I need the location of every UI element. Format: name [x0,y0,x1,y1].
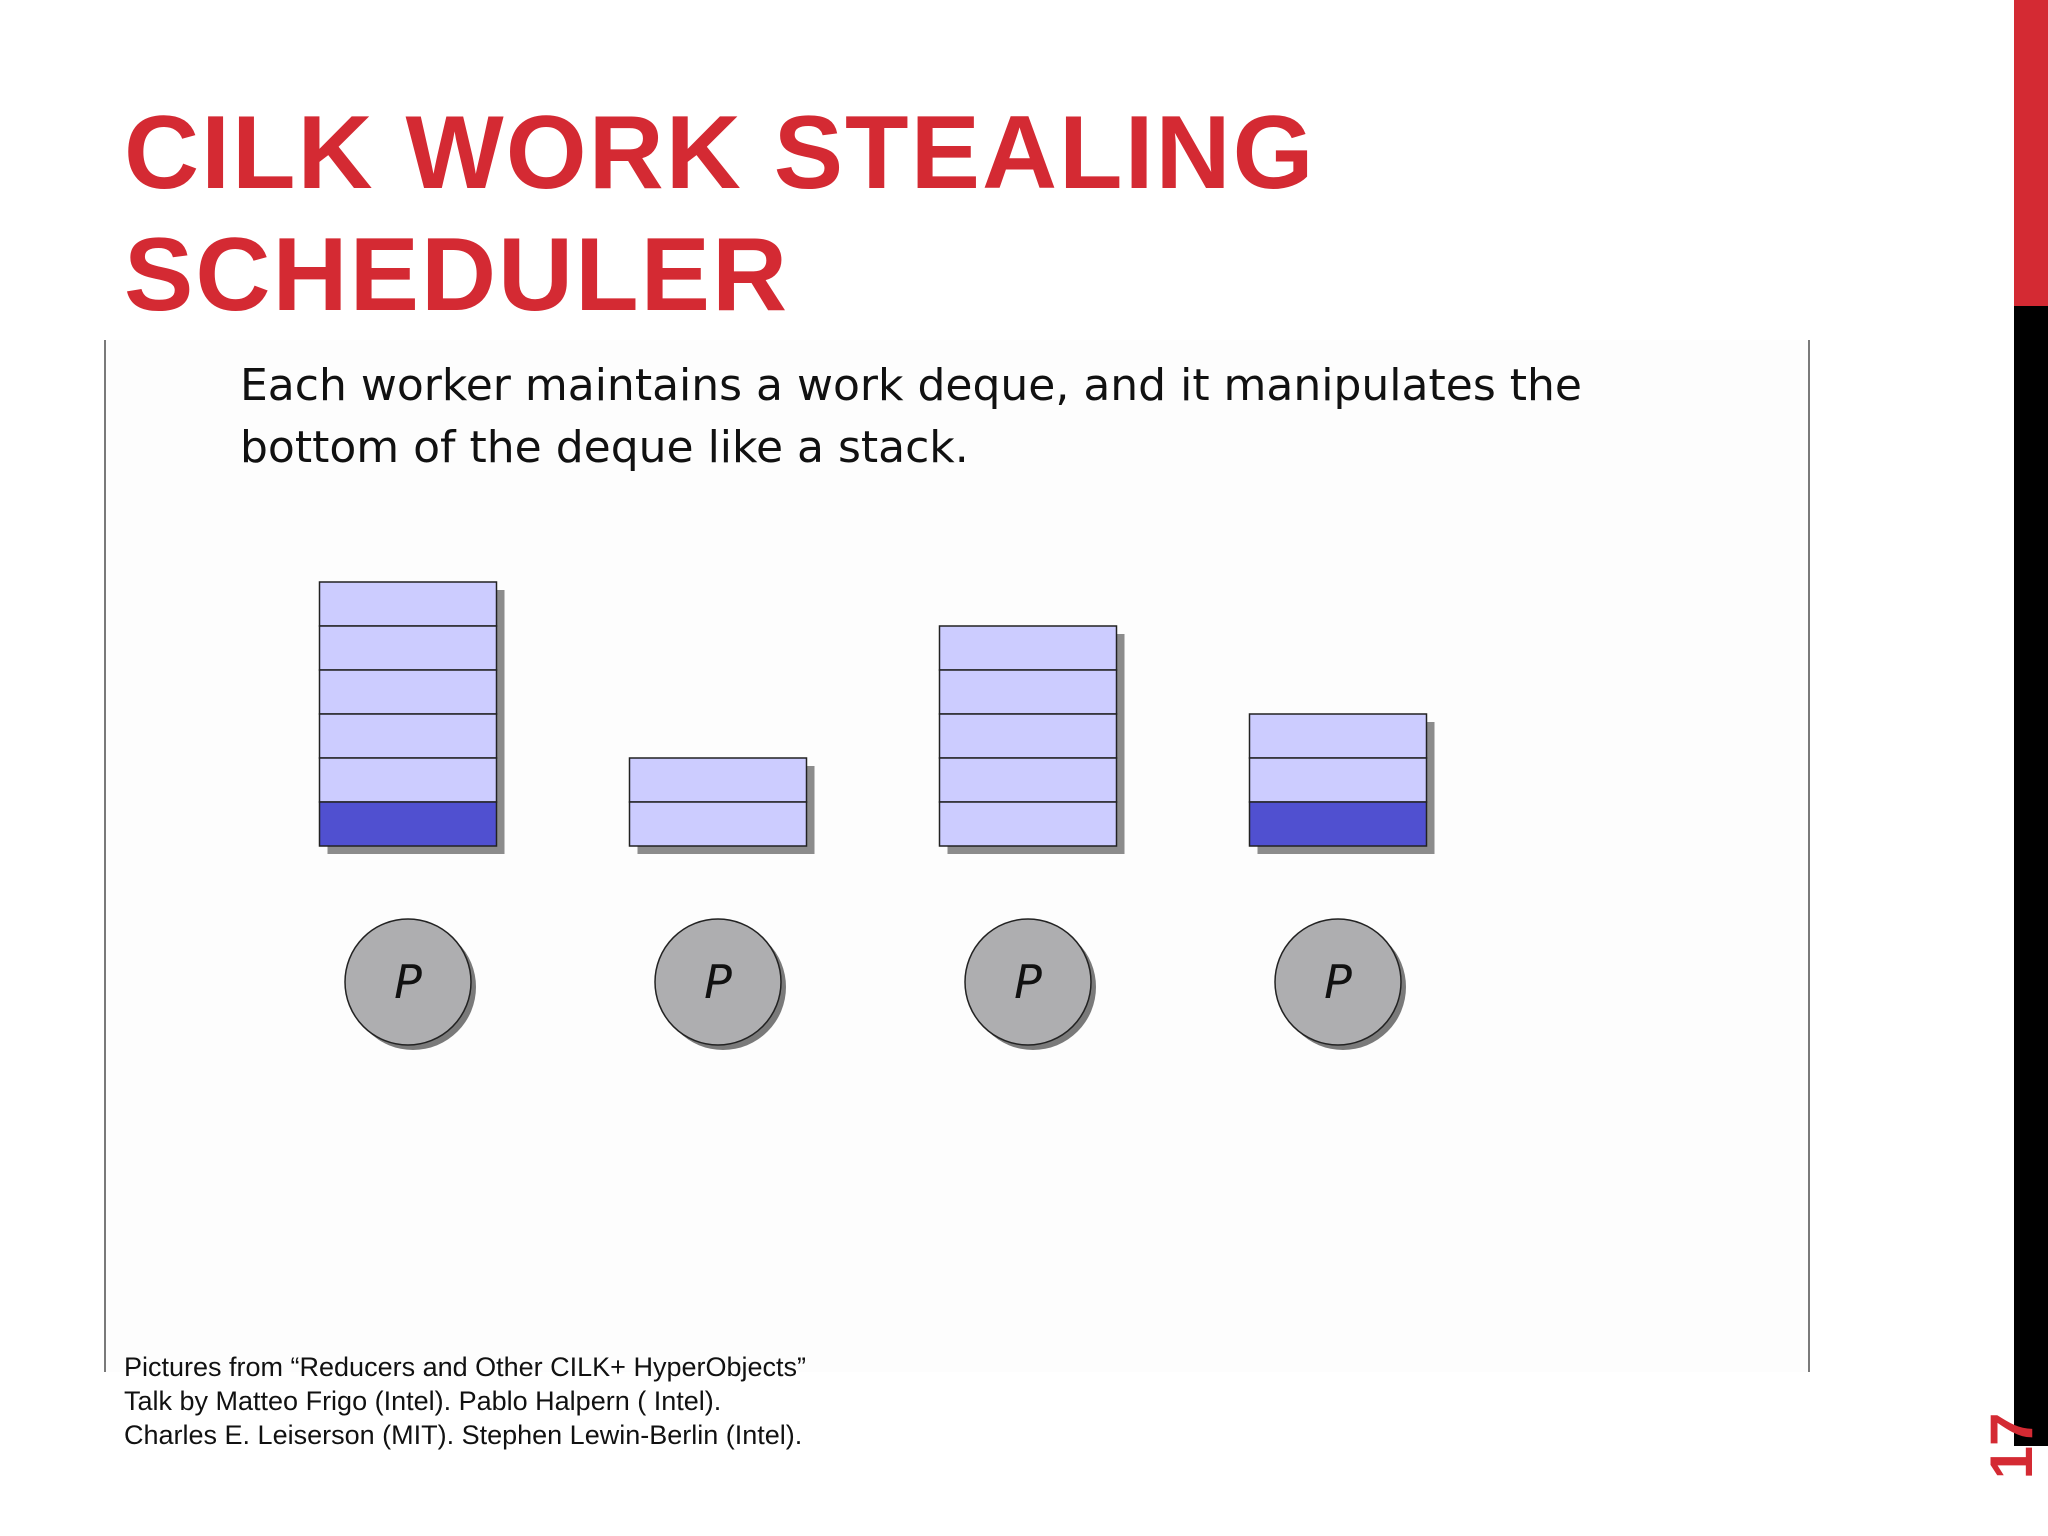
deque-frame [940,626,1117,670]
worker-1 [320,582,505,1050]
deque-frame [320,670,497,714]
deque-illustration [104,340,1810,1372]
credit-line-1: Pictures from “Reducers and Other CILK+ HyperObjects” [124,1352,807,1382]
processor-label: P [394,955,422,1009]
deque-frame [940,802,1117,846]
dark-side-bar [2014,306,2048,1446]
figure-caption-line-1: Each worker maintains a work deque, and it manipulates the [240,360,1582,411]
slide-number: 17 [1978,1412,2045,1480]
processor-label: P [1014,955,1042,1009]
deque-frame [320,758,497,802]
credit-line-2: Talk by Matteo Frigo (Intel). Pablo Halpern ( Intel). [124,1386,722,1416]
deque-frame [1250,758,1427,802]
worker-4 [1250,714,1435,1050]
deque-frame [1250,714,1427,758]
deque-frame-active [320,802,497,846]
slide-title-line-1: CILK WORK STEALING [124,95,1316,211]
deque-diagram [106,340,1808,1372]
deque-frame [320,626,497,670]
deque-frame [630,758,807,802]
slide-title [124,92,1315,336]
deque-frame [320,582,497,626]
workers-group [320,582,1435,1050]
deque-frame-active [1250,802,1427,846]
figure-caption-line-2: bottom of the deque like a stack. [240,422,969,473]
deque-frame [630,802,807,846]
deque-frame [940,670,1117,714]
processor-label: P [704,955,732,1009]
accent-bar [2014,0,2048,306]
picture-credit [124,1350,806,1452]
credit-line-3: Charles E. Leiserson (MIT). Stephen Lewin-Berlin (Intel). [124,1420,803,1450]
deque-frame [320,714,497,758]
worker-3 [940,626,1125,1050]
deque-frame [940,714,1117,758]
processor-label: P [1324,955,1352,1009]
deque-frame [940,758,1117,802]
slide-title-line-2: SCHEDULER [124,217,790,333]
worker-2 [630,758,815,1050]
